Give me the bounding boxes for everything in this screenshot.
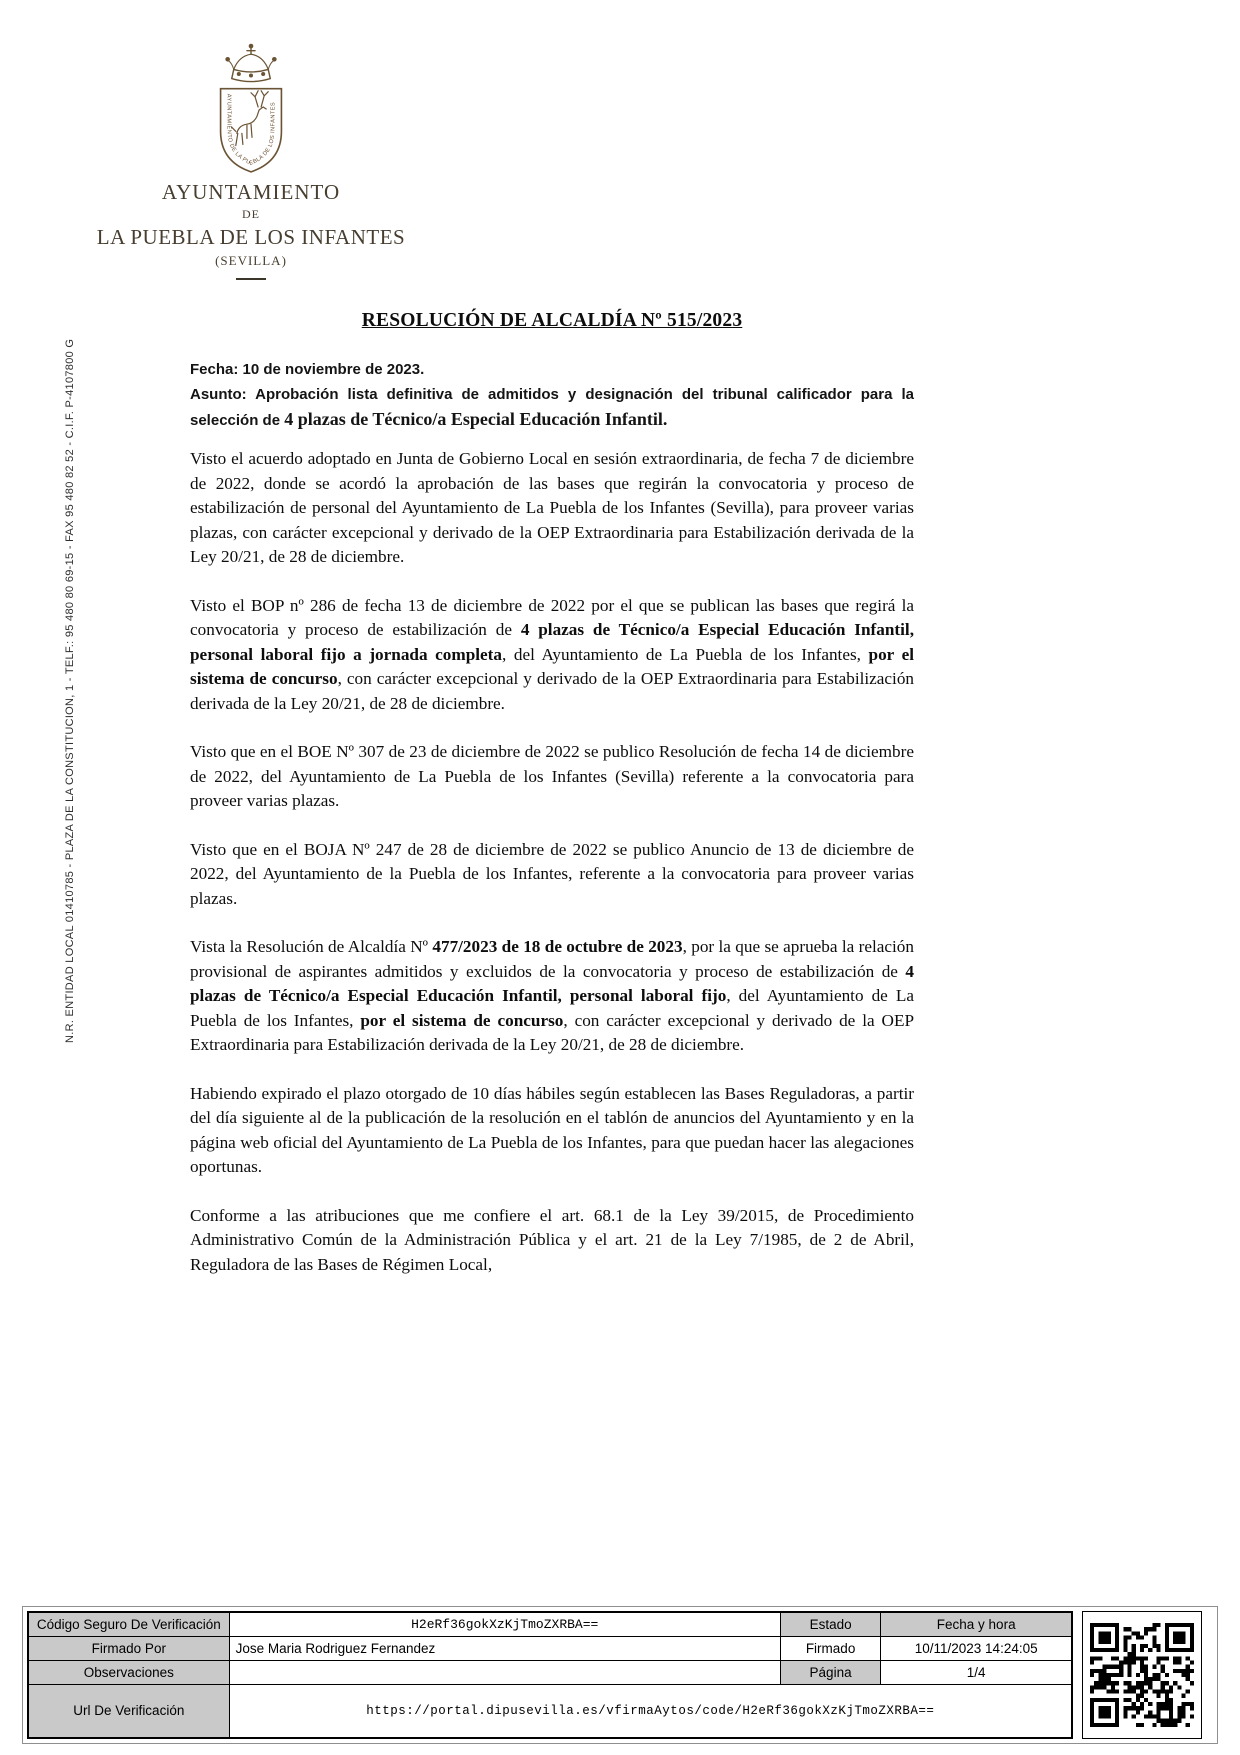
org-header-divider [236, 278, 266, 280]
stag-icon [232, 91, 269, 146]
crown-icon [226, 44, 276, 81]
body-paragraph: Conforme a las atribuciones que me confiere el art. 68.1 de la Ley 39/2015, de Procedimiento Administrativo Común de la Administración Pública y el art. 21 de la Ley 7/1985, de 2 de Abril, Reguladora de las Bases de Régimen Local, [190, 1205, 914, 1274]
body-paragraph: Visto el BOP nº 286 de fecha 13 de diciembre de 2022 por el que se publican las bases que regirá la convocatoria y proceso de estabilización de 4 plazas de Técnico/a Especial Educación Infantil, personal laboral fijo a jornada completa, del Ayuntamiento de La Puebla de los Infantes, por el sistema de concurso, con carácter excepcional y derivado de la OEP Extraordinaria para Estabilización derivada de la Ley 20/21, de 28 de diciembre. [190, 595, 915, 713]
registry-vertical-text: N.R. ENTIDAD LOCAL 01410785 - PLAZA DE LA CONSTITUCION, 1 - TELF.: 95 480 80 69-15 - FAX 95 480 82 52 - C.I.F. P-4107800 G [64, 338, 76, 1043]
org-header [95, 180, 407, 280]
meta-asunto: Asunto: Aprobación lista definitiva de admitidos y designación del tribunal calificador para la selección de 4 plazas de Técnico/a Especial Educación Infantil. [190, 386, 914, 429]
fecha-hora-label: Fecha y hora [881, 1612, 1072, 1636]
verification-table [27, 1611, 1073, 1739]
body-paragraph: Visto el acuerdo adoptado en Junta de Gobierno Local en sesión extraordinaria, de fecha 7 de diciembre de 2022, donde se acordó la aprobación de las bases que regirán la convocatoria y proceso de estabilización de personal del Ayuntamiento de La Puebla de los Infantes (Sevilla), para proveer varias plazas, con carácter excepcional y derivado de la OEP Extraordinaria para Estabilización derivada de la Ley 20/21, de 28 de diciembre. [190, 449, 914, 566]
signature-footer [22, 1606, 1218, 1744]
document-body [190, 447, 914, 1301]
firmado-por-value: Jose Maria Rodriguez Fernandez [229, 1636, 780, 1660]
org-name-line3: LA PUEBLA DE LOS INFANTES [96, 225, 406, 249]
body-paragraph: Visto que en el BOE Nº 307 de 23 de diciembre de 2022 se publico Resolución de fecha 14 de diciembre de 2022, del Ayuntamiento de La Puebla de los Infantes (Sevilla) referente a la convocatoria para proveer varias plazas. [190, 742, 914, 810]
meta-fecha: Fecha: 10 de noviembre de 2023. [190, 361, 425, 378]
emblem-circular-text: AYUNTAMIENTO DE LA PUEBLA DE LOS INFANTES [225, 93, 277, 168]
pagina-label: Página [780, 1660, 881, 1684]
org-name-line4: (SEVILLA) [215, 253, 287, 268]
fecha-hora-value: 10/11/2023 14:24:05 [881, 1636, 1072, 1660]
page-title: RESOLUCIÓN DE ALCALDÍA Nº 515/2023 [361, 310, 743, 331]
qr-code-icon [1082, 1611, 1202, 1739]
verification-url-link[interactable]: https://portal.dipusevilla.es/vfirmaAytos/code/H2eRf36gokXzKjTmoZXRBA== [229, 1684, 1072, 1738]
body-paragraph: Habiendo expirado el plazo otorgado de 10 días hábiles según establecen las Bases Reguladoras, a partir del día siguiente al de la publicación de la resolución en el tablón de anuncios del Ayuntamiento y en la página web oficial del Ayuntamiento de La Puebla de los Infantes, para que puedan hacer las alegaciones oportunas. [190, 1083, 914, 1176]
estado-label: Estado [780, 1612, 881, 1636]
estado-value: Firmado [780, 1636, 881, 1660]
pagina-value: 1/4 [881, 1660, 1072, 1684]
body-paragraph: Visto que en el BOJA Nº 247 de 28 de diciembre de 2022 se publico Anuncio de 13 de diciembre de 2022, del Ayuntamiento de la Puebla de los Infantes, referente a la convocatoria para proveer varias plazas. [190, 839, 914, 908]
firmado-por-label: Firmado Por [28, 1636, 229, 1660]
observaciones-label: Observaciones [28, 1660, 229, 1684]
meta-block [190, 357, 914, 433]
csv-label: Código Seguro De Verificación [28, 1612, 229, 1636]
body-paragraph: Vista la Resolución de Alcaldía Nº 477/2023 de 18 de octubre de 2023, por la que se aprueba la relación provisional de aspirantes admitidos y excluidos de la convocatoria y proceso de estabilización de 4 plazas de Técnico/a Especial Educación Infantil, personal laboral fijo, del Ayuntamiento de La Puebla de los Infantes, por el sistema de concurso, con carácter excepcional y derivado de la OEP Extraordinaria para Estabilización derivada de la Ley 20/21, de 28 de diciembre. [190, 937, 915, 1054]
coat-of-arms-icon [196, 40, 306, 182]
org-name-line1: AYUNTAMIENTO [161, 180, 341, 204]
url-label: Url De Verificación [28, 1684, 229, 1738]
observaciones-value [229, 1660, 780, 1684]
org-name-line2: DE [242, 207, 260, 221]
csv-value: H2eRf36gokXzKjTmoZXRBA== [229, 1612, 780, 1636]
